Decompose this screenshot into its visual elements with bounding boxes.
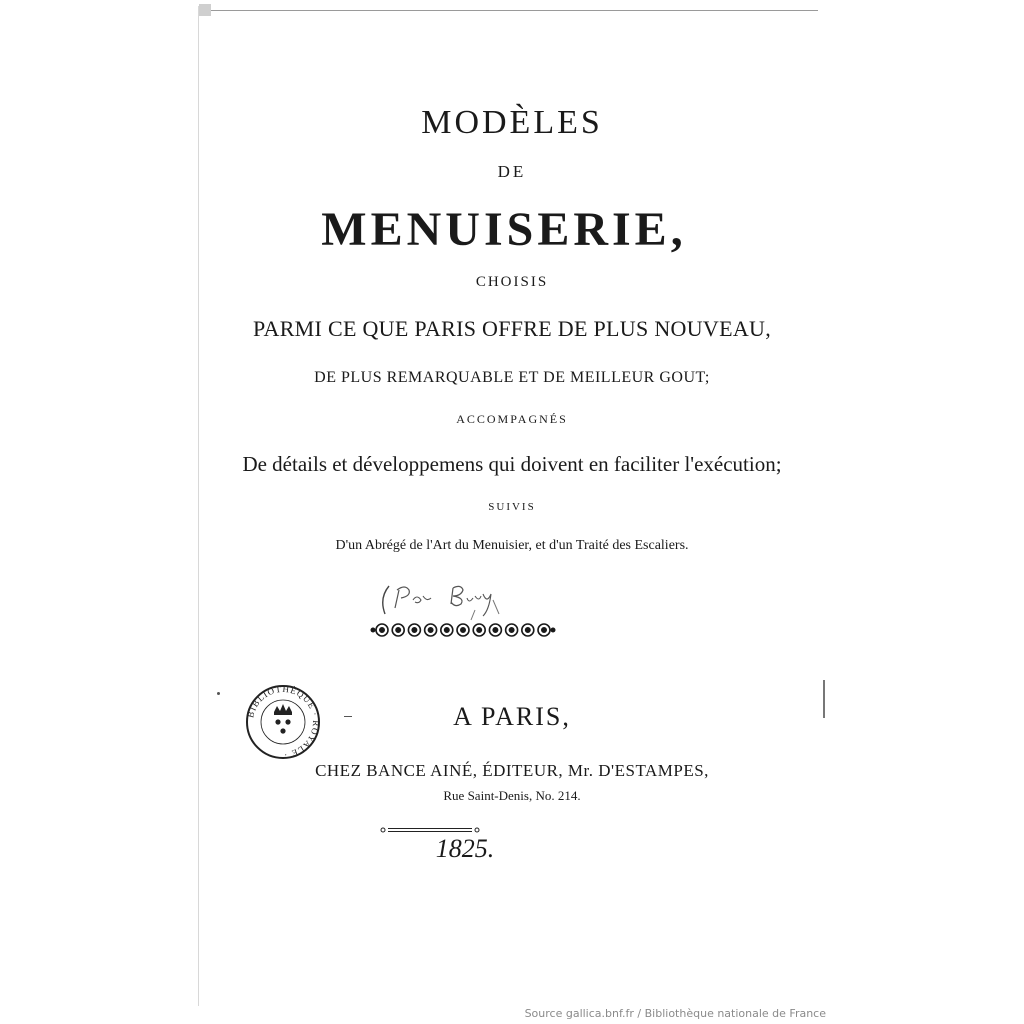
ornament-band xyxy=(368,620,558,640)
margin-speck xyxy=(217,692,220,695)
ornament-rosette-center xyxy=(445,628,449,632)
ornament-rosette-center xyxy=(396,628,400,632)
subtitle-parmi: PARMI CE QUE PARIS OFFRE DE PLUS NOUVEAU, xyxy=(253,316,771,341)
subtitle-accompagnes: ACCOMPAGNÉS xyxy=(456,412,568,426)
library-stamp xyxy=(243,682,323,762)
subtitle-details: De détails et développemens qui doivent en faciliter l'exécution; xyxy=(242,452,782,476)
title-line-modeles: MODÈLES xyxy=(421,104,603,141)
ornament-rosette-center xyxy=(428,628,432,632)
handwritten-attribution xyxy=(375,580,525,624)
subtitle-remarquable: DE PLUS REMARQUABLE ET DE MEILLEUR GOUT; xyxy=(314,369,710,386)
imprint-address: Rue Saint-Denis, No. 214. xyxy=(443,788,581,803)
ornament-rosette-center xyxy=(509,628,513,632)
ornament-rosette-center xyxy=(526,628,530,632)
ornament-rosette-center xyxy=(461,628,465,632)
source-credit: Source gallica.bnf.fr / Bibliothèque nationale de France xyxy=(524,1007,826,1020)
page-top-edge xyxy=(198,10,818,11)
imprint-city: A PARIS, xyxy=(453,702,571,731)
imprint-publisher: CHEZ BANCE AINÉ, ÉDITEUR, Mr. D'ESTAMPES, xyxy=(315,761,709,780)
margin-speck xyxy=(344,716,352,717)
ornament-rosette-center xyxy=(380,628,384,632)
title-line-menuiserie: MENUISERIE, xyxy=(321,203,687,256)
title-line-de: DE xyxy=(497,162,527,181)
ornament-rosette-center xyxy=(542,628,546,632)
ornament-rosette-center xyxy=(412,628,416,632)
double-rule-divider xyxy=(380,826,480,834)
subtitle-abrege: D'un Abrégé de l'Art du Menuisier, et d'un Traité des Escaliers. xyxy=(335,538,689,553)
ornament-rosette-center xyxy=(477,628,481,632)
page-corner-mark xyxy=(199,4,211,16)
subtitle-choisis: CHOISIS xyxy=(475,274,549,290)
svg-text:BIBLIOTHÈQUE · ROYALE ·: BIBLIOTHÈQUE · ROYALE · xyxy=(245,683,322,761)
subtitle-suivis: SUIVIS xyxy=(488,501,536,513)
imprint-year: 1825. xyxy=(435,834,495,863)
ornament-rosette-center xyxy=(493,628,497,632)
